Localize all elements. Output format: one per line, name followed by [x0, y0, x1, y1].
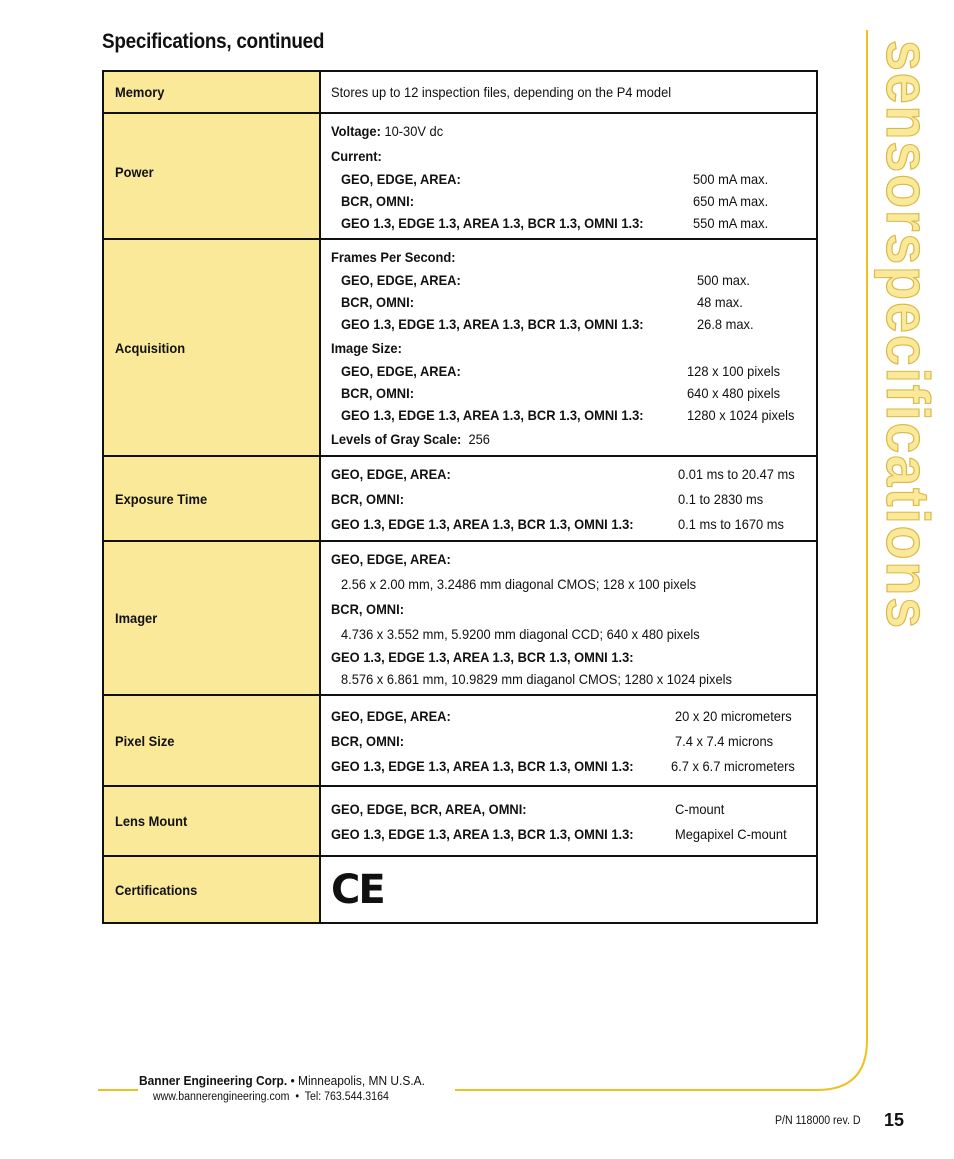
row-certifications: [103, 856, 817, 923]
label-exposure-time: Exposure Time: [103, 456, 320, 541]
row-pixel-size: [103, 695, 817, 786]
label-certifications: Certifications: [103, 856, 320, 923]
side-title-text: sensorspecifications: [874, 40, 941, 677]
value-acquisition: Frames Per Second: GEO, EDGE, AREA: 500 max. BCR, OMNI: 48 max. GEO 1.3, EDGE 1.3, AREA 1.3, BCR 1.3, OMNI 1.3: 26.8 max. Image Size: GEO, EDGE, AREA: 128 x 100 pixels BCR, OMNI: 640 x 480 pixels GEO 1.3, EDGE 1.3, AREA 1.3, BCR 1.3, OMNI 1.3: 1280 x 1024 pixels Levels of Gray Scale: 256: [320, 239, 817, 456]
value-exposure-time: GEO, EDGE, AREA: 0.01 ms to 20.47 ms BCR, OMNI: 0.1 to 2830 ms GEO 1.3, EDGE 1.3, AREA 1.3, BCR 1.3, OMNI 1.3: 0.1 ms to 1670 ms: [320, 456, 817, 541]
value-lens-mount: GEO, EDGE, BCR, AREA, OMNI: C-mount GEO 1.3, EDGE 1.3, AREA 1.3, BCR 1.3, OMNI 1.3: Megapixel C-mount: [320, 786, 817, 856]
row-lens-mount: [103, 786, 817, 856]
label-imager: Imager: [103, 541, 320, 695]
row-exposure-time: [103, 456, 817, 541]
label-acquisition: Acquisition: [103, 239, 320, 456]
side-title: [845, 40, 941, 677]
page-heading: Specifications, continued: [102, 30, 325, 53]
label-memory: Memory: [103, 71, 320, 113]
label-power: Power: [103, 113, 320, 239]
value-pixel-size: GEO, EDGE, AREA: 20 x 20 micrometers BCR, OMNI: 7.4 x 7.4 microns GEO 1.3, EDGE 1.3, AREA 1.3, BCR 1.3, OMNI 1.3: 6.7 x 6.7 micrometers: [320, 695, 817, 786]
value-certifications: [320, 856, 817, 923]
value-memory: Stores up to 12 inspection files, depending on the P4 model: [320, 71, 817, 113]
label-pixel-size: Pixel Size: [103, 695, 320, 786]
ce-mark-icon: CE: [331, 866, 384, 913]
footer-contact: www.bannerengineering.com • Tel: 763.544.3164: [153, 1091, 389, 1103]
row-memory: [103, 71, 817, 113]
footer-company: Banner Engineering Corp. • Minneapolis, MN U.S.A.: [139, 1073, 425, 1088]
part-number: P/N 118000 rev. D: [775, 1115, 861, 1127]
page-number: 15: [884, 1110, 905, 1130]
specifications-table: [102, 70, 818, 924]
value-power: Voltage: 10-30V dc Current: GEO, EDGE, AREA: 500 mA max. BCR, OMNI: 650 mA max. GEO 1.3, EDGE 1.3, AREA 1.3, BCR 1.3, OMNI 1.3: 550 mA max.: [320, 113, 817, 239]
row-acquisition: [103, 239, 817, 456]
value-imager: GEO, EDGE, AREA: 2.56 x 2.00 mm, 3.2486 mm diagonal CMOS; 128 x 100 pixels BCR, OMNI: 4.736 x 3.552 mm, 5.9200 mm diagonal CCD; 640 x 480 pixels GEO 1.3, EDGE 1.3, AREA 1.3, BCR 1.3, OMNI 1.3: 8.576 x 6.861 mm, 10.9829 mm diaganol CMOS; 1280 x 1024 pixels: [320, 541, 817, 695]
row-imager: [103, 541, 817, 695]
row-power: [103, 113, 817, 239]
label-lens-mount: Lens Mount: [103, 786, 320, 856]
